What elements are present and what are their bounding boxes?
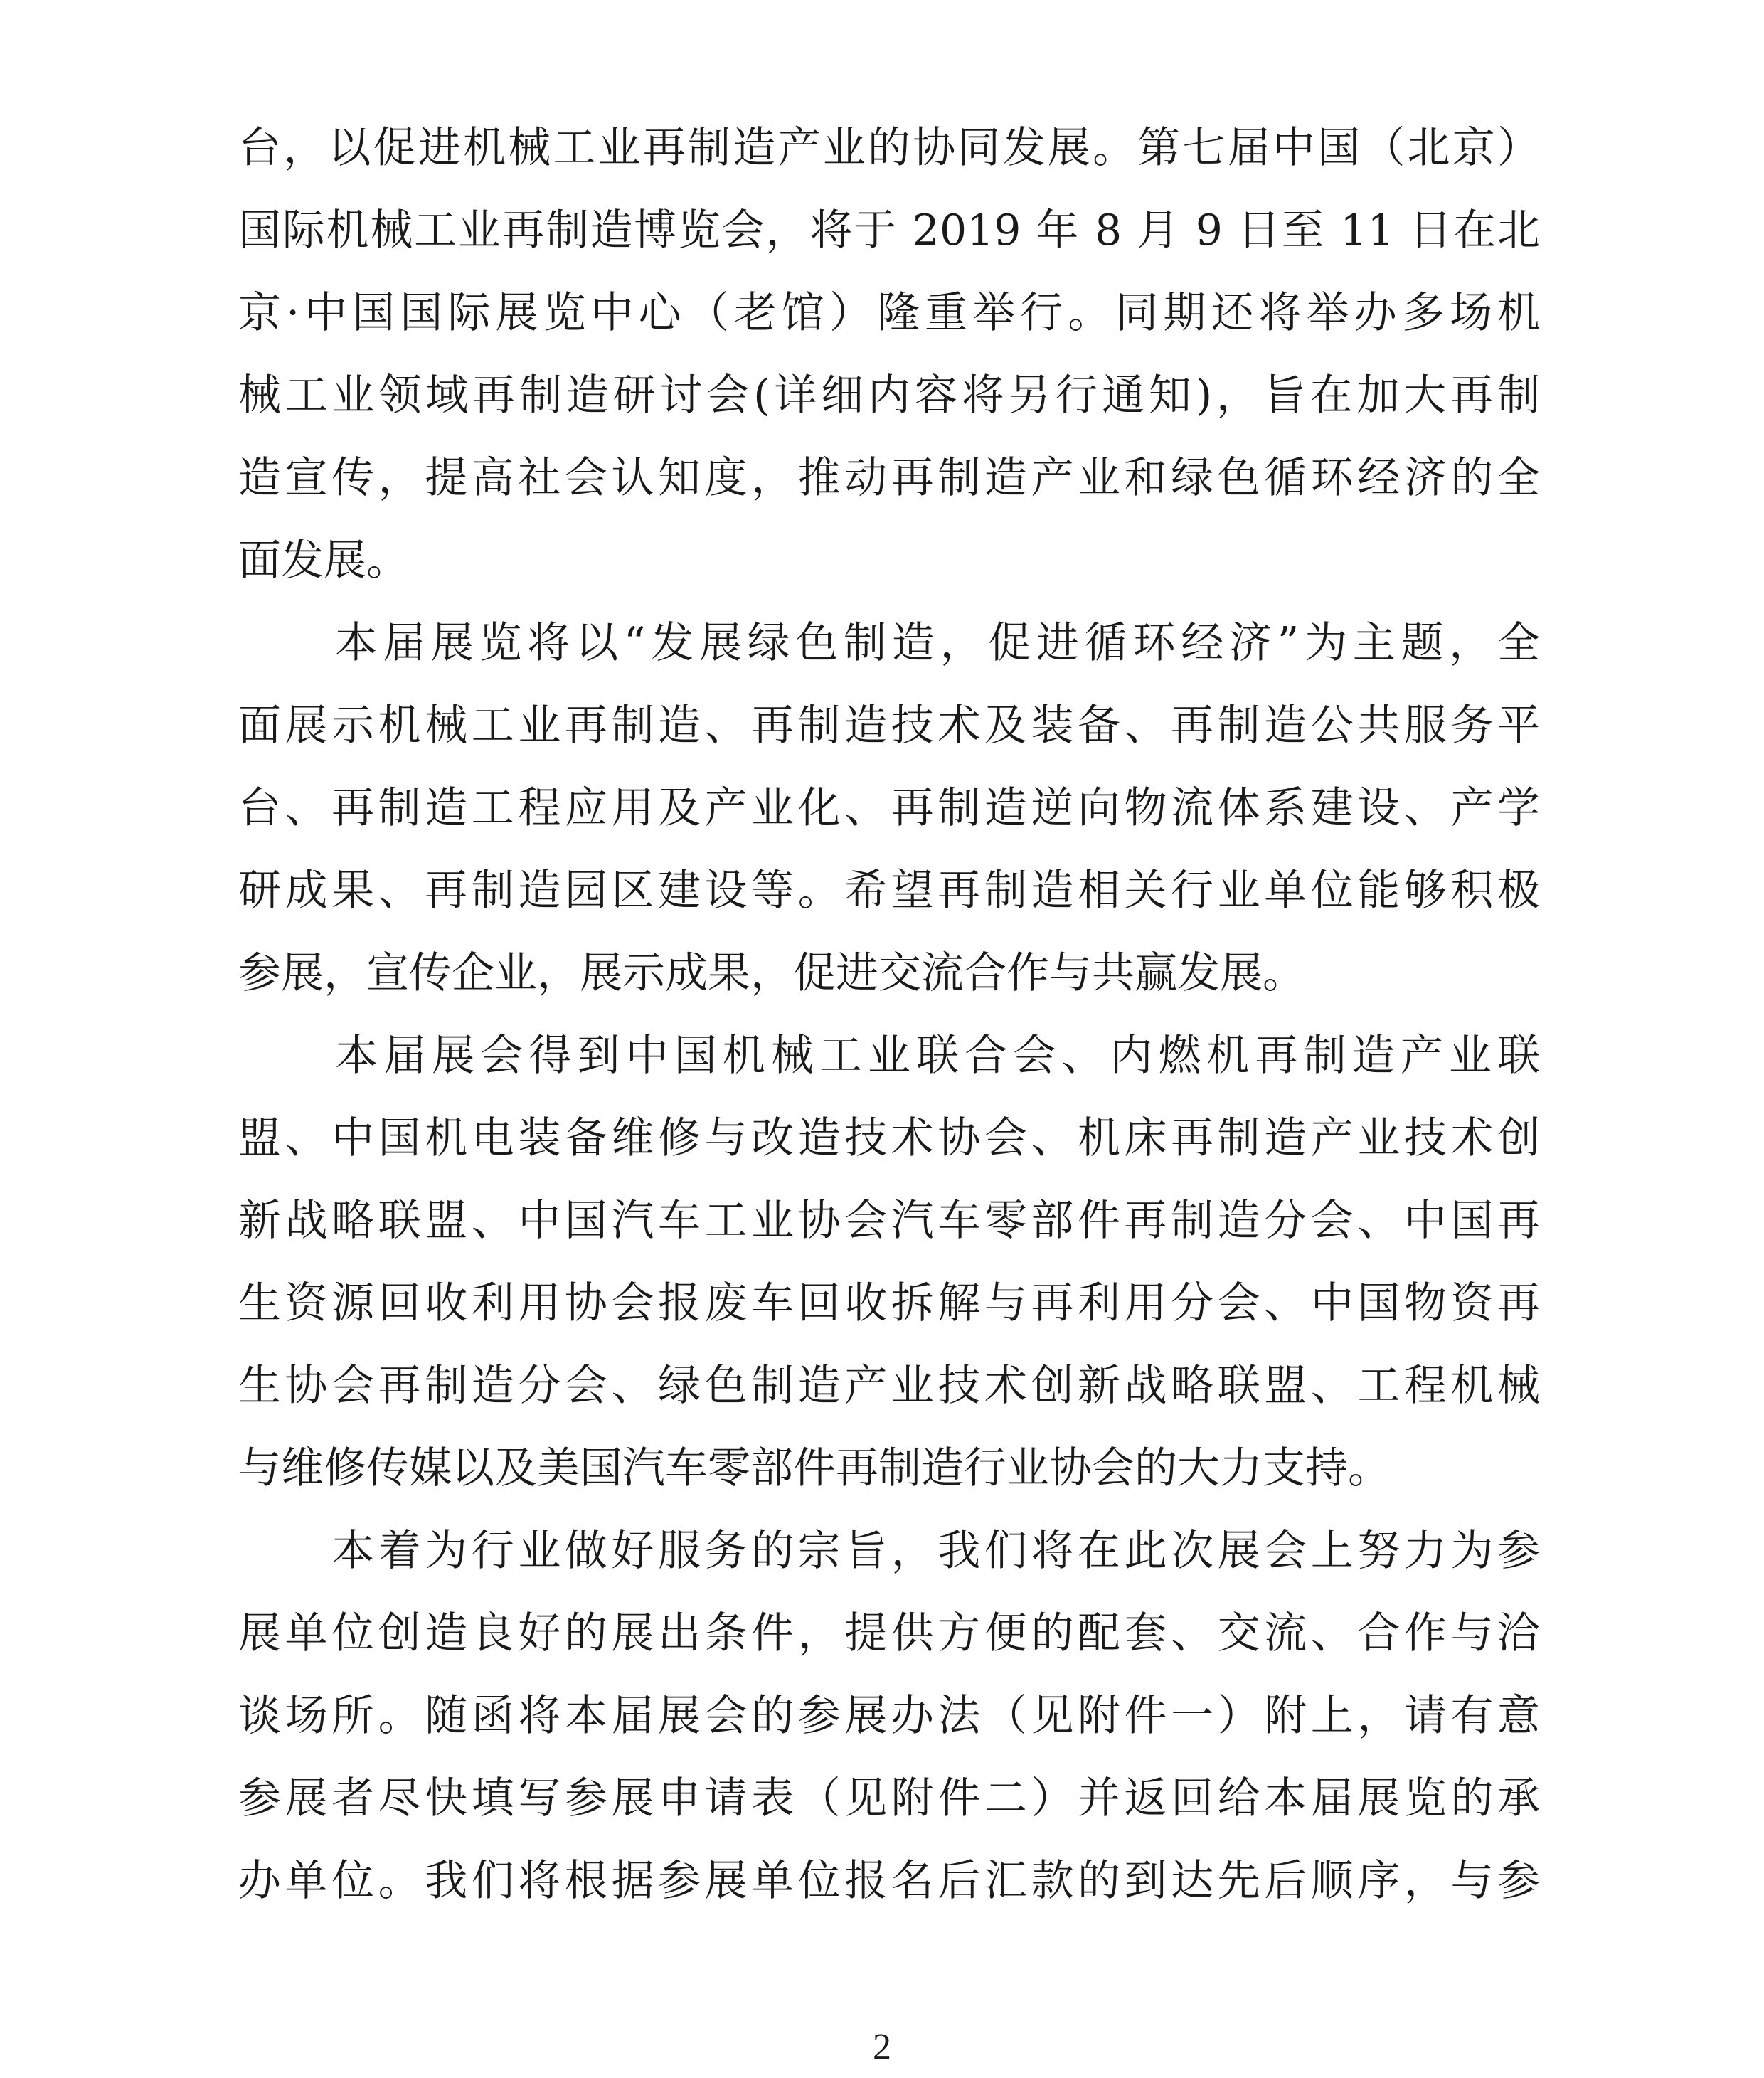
text-line-5: 造宣传，提高社会认知度，推动再制造产业和绿色循环经济的全: [238, 453, 1540, 503]
text-line-13: 盟、中国机电装备维修与改造技术协会、机床再制造产业技术创: [238, 1113, 1540, 1163]
text-line-14: 新战略联盟、中国汽车工业协会汽车零部件再制造分会、中国再: [238, 1196, 1540, 1246]
text-line-12: 本届展会得到中国机械工业联合会、内燃机再制造产业联: [238, 1031, 1540, 1081]
text-line-11: 参展，宣传企业，展示成果，促进交流合作与共赢发展。: [238, 948, 1305, 998]
text-line-19: 展单位创造良好的展出条件，提供方便的配套、交流、合作与洽: [238, 1608, 1540, 1658]
text-line-18: 本着为行业做好服务的宗旨，我们将在此次展会上努力为参: [238, 1526, 1540, 1576]
text-line-22: 办单位。我们将根据参展单位报名后汇款的到达先后顺序，与参: [238, 1856, 1540, 1906]
text-line-21: 参展者尽快填写参展申请表（见附件二）并返回给本届展览的承: [238, 1774, 1540, 1823]
text-line-8: 面展示机械工业再制造、再制造技术及装备、再制造公共服务平: [238, 701, 1540, 751]
text-line-2: 国际机械工业再制造博览会，将于 2019 年 8 月 9 日至 11 日在北: [238, 206, 1540, 255]
text-line-4: 械工业领域再制造研讨会(详细内容将另行通知)，旨在加大再制: [238, 371, 1540, 420]
text-line-6: 面发展。: [238, 536, 409, 585]
text-line-9: 台、再制造工程应用及产业化、再制造逆向物流体系建设、产学: [238, 783, 1540, 833]
text-line-7: 本届展览将以“发展绿色制造，促进循环经济”为主题，全: [238, 618, 1540, 668]
text-line-3: 京·中国国际展览中心（老馆）隆重举行。同期还将举办多场机: [238, 288, 1540, 338]
text-line-16: 生协会再制造分会、绿色制造产业技术创新战略联盟、工程机械: [238, 1361, 1540, 1411]
text-line-1: 台，以促进机械工业再制造产业的协同发展。第七届中国（北京）: [238, 123, 1540, 173]
text-line-17: 与维修传媒以及美国汽车零部件再制造行业协会的大力支持。: [238, 1443, 1391, 1493]
text-line-20: 谈场所。随函将本届展会的参展办法（见附件一）附上，请有意: [238, 1691, 1540, 1741]
page-number: 2: [873, 2027, 891, 2067]
text-line-10: 研成果、再制造园区建设等。希望再制造相关行业单位能够积极: [238, 866, 1540, 916]
text-line-15: 生资源回收利用协会报废车回收拆解与再利用分会、中国物资再: [238, 1278, 1540, 1328]
